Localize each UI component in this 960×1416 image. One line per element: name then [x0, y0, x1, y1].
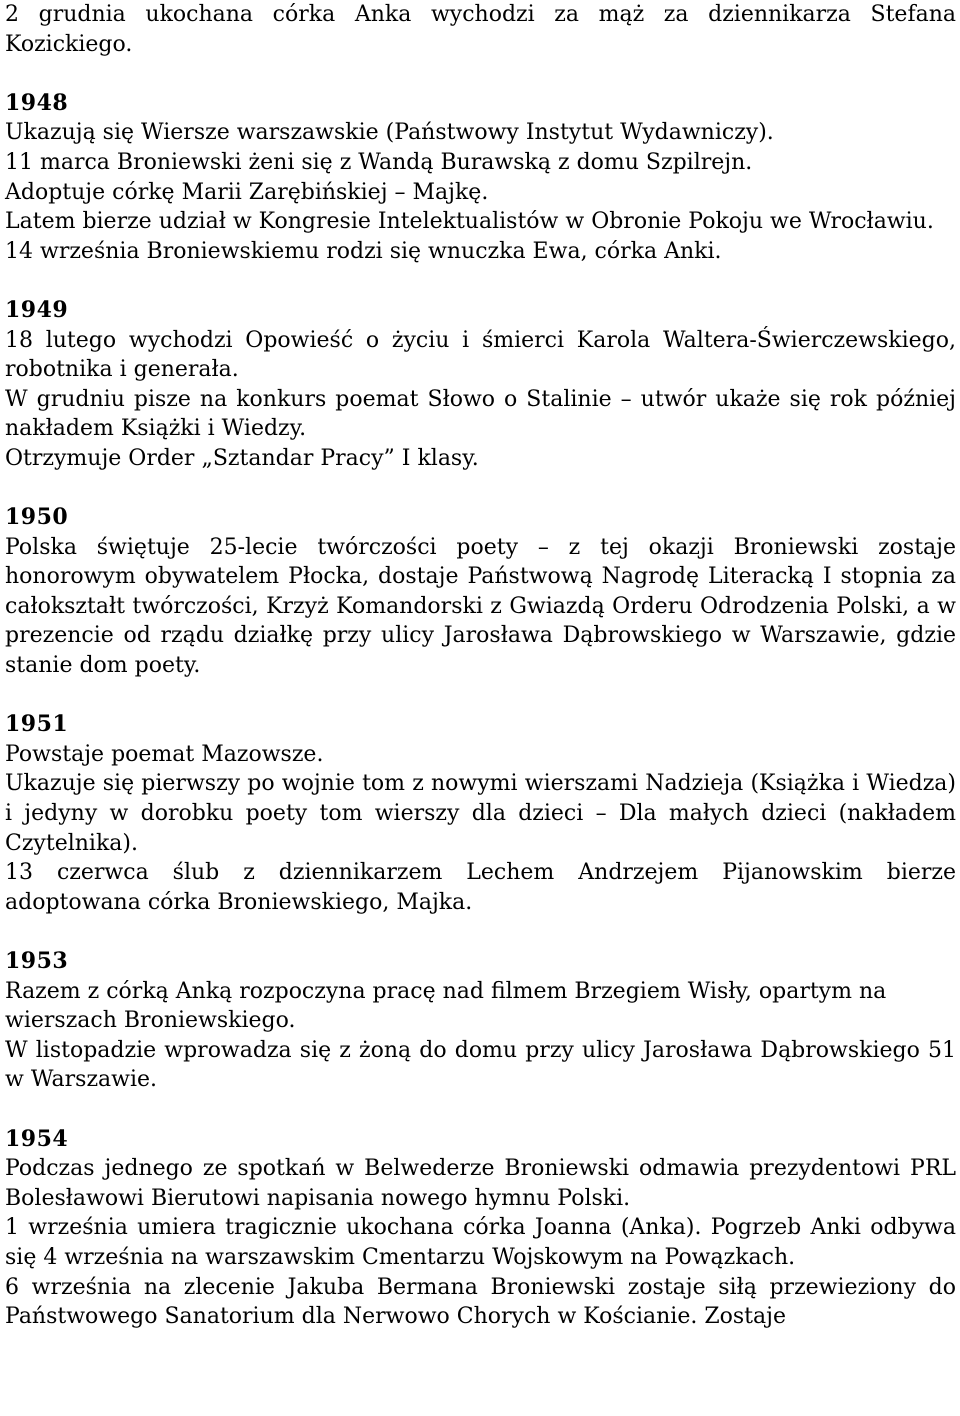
intro-section	[5, 0, 956, 59]
section-1951	[5, 710, 956, 917]
section-1953	[5, 947, 956, 1095]
year-heading: 1949	[5, 296, 69, 323]
section-1950	[5, 503, 956, 681]
section-1948	[5, 89, 956, 267]
document-page	[5, 0, 956, 1332]
paragraph: W listopadzie wprowadza się z żoną do domu przy ulicy Jarosława Dąbrowskiego 51 w Warszawie.	[5, 1037, 956, 1093]
year-heading: 1954	[5, 1125, 69, 1152]
year-heading: 1951	[5, 711, 69, 738]
paragraph: Razem z córką Anką rozpoczyna pracę nad filmem Brzegiem Wisły, opartym na	[5, 978, 887, 1004]
paragraph: 13 czerwca ślub z dziennikarzem Lechem Andrzejem Pijanowskim bierze adoptowana córka Broniewskiego, Majka.	[5, 860, 956, 915]
paragraph: 6 września na zlecenie Jakuba Bermana Broniewski zostaje siłą przewieziony do Państwowego Sanatorium dla Nerwowo Chorych w Kościanie. Zostaje	[5, 1274, 956, 1330]
paragraph: Powstaje poemat Mazowsze.	[5, 741, 324, 767]
paragraph: Latem bierze udział w Kongresie Intelektualistów w Obronie Pokoju we Wrocławiu.	[5, 209, 934, 235]
paragraph: Polska świętuje 25-lecie twórczości poety – z tej okazji Broniewski zostaje honorowym obywatelem Płocka, dostaje Państwową Nagrodę Literacką I stopnia za całokształt twórczości, Krzyż Komandorski z Gwiazdą Orderu Odrodzenia Polski, a w prezencie od rządu działkę przy ulicy Jarosława Dąbrowskiego w Warszawie, gdzie stanie dom poety.	[5, 534, 956, 679]
year-heading: 1950	[5, 504, 69, 531]
paragraph: 11 marca Broniewski żeni się z Wandą Burawską z domu Szpilrejn.	[5, 149, 753, 175]
year-heading: 1953	[5, 948, 69, 974]
section-1949	[5, 296, 956, 474]
paragraph: Ukazuje się pierwszy po wojnie tom z nowymi wierszami Nadzieja (Książka i Wiedza) i jedyny w dorobku poety tom wierszy dla dzieci – Dla małych dzieci (nakładem Czytelnika).	[5, 771, 956, 856]
paragraph: 18 lutego wychodzi Opowieść o życiu i śmierci Karola Waltera-Świerczewskiego, robotnika i generała.	[5, 327, 956, 383]
year-heading: 1948	[5, 89, 69, 116]
paragraph: Otrzymuje Order „Sztandar Pracy” I klasy.	[5, 445, 479, 471]
paragraph: wierszach Broniewskiego.	[5, 1008, 296, 1034]
paragraph: Adoptuje córkę Marii Zarębińskiej – Majkę.	[5, 179, 489, 205]
paragraph: W grudniu pisze na konkurs poemat Słowo o Stalinie – utwór ukaże się rok później nakładem Książki i Wiedzy.	[5, 386, 956, 442]
paragraph: 1 września umiera tragicznie ukochana córka Joanna (Anka). Pogrzeb Anki odbywa się 4 września na warszawskim Cmentarzu Wojskowym na Powązkach.	[5, 1215, 956, 1270]
paragraph: 14 września Broniewskiemu rodzi się wnuczka Ewa, córka Anki.	[5, 238, 722, 264]
paragraph: Podczas jednego ze spotkań w Belwederze Broniewski odmawia prezydentowi PRL Bolesławowi Bierutowi napisania nowego hymnu Polski.	[5, 1156, 956, 1211]
intro-paragraph: 2 grudnia ukochana córka Anka wychodzi za mąż za dziennikarza Stefana Kozickiego.	[5, 2, 956, 57]
paragraph: Ukazują się Wiersze warszawskie (Państwowy Instytut Wydawniczy).	[5, 120, 774, 146]
section-1954	[5, 1125, 956, 1332]
